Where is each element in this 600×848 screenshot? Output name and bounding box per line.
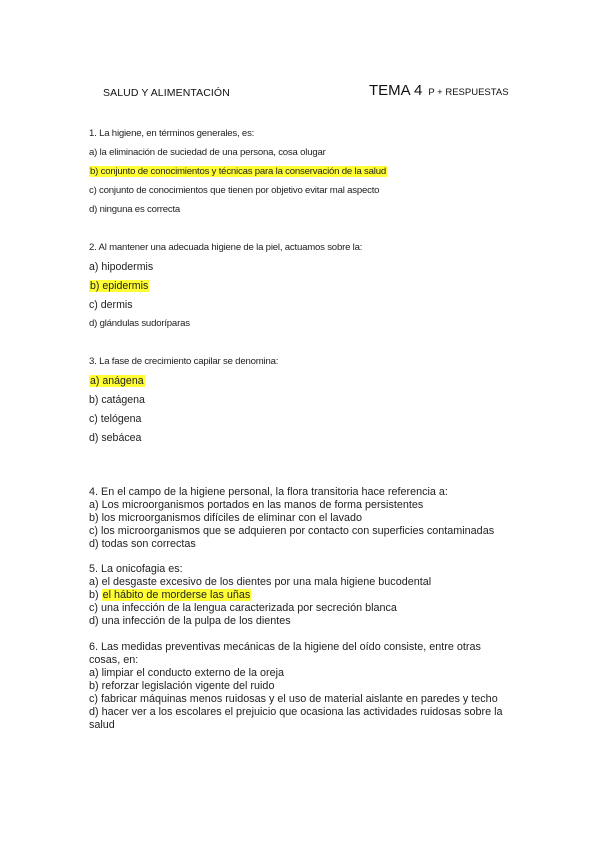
q5-option-d: d) una infección de la pulpa de los dientes: [89, 615, 291, 627]
topic-tag: P + RESPUESTAS: [428, 87, 509, 98]
q5-option-b: [89, 589, 251, 601]
q2-answer-highlight: b) epidermis: [90, 280, 149, 292]
q6-option-b: b) reforzar legislación vigente del ruido: [89, 680, 275, 692]
q1-option-a: a) la eliminación de suciedad de una persona, cosa olugar: [89, 147, 326, 158]
q2-option-b: [89, 280, 149, 292]
q3-option-c: c) telógena: [89, 413, 142, 425]
q5-option-a: a) el desgaste excesivo de los dientes por una mala higiene bucodental: [89, 576, 432, 588]
question-4: 4. En el campo de la higiene personal, la flora transitoria hace referencia a:: [89, 486, 448, 498]
q4-option-a: a) Los microorganismos portados en las manos de forma persistentes: [89, 499, 424, 511]
question-2: 2. Al mantener una adecuada higiene de la piel, actuamos sobre la:: [89, 242, 363, 253]
q3-answer-highlight: a) anágena: [90, 375, 144, 387]
q2-option-d: d) glándulas sudoríparas: [89, 318, 190, 329]
q6-option-d: d) hacer ver a los escolares el prejuicio que ocasiona las actividades ruidosas sobre la: [89, 706, 503, 718]
question-1: 1. La higiene, en términos generales, es:: [89, 128, 255, 139]
q5-option-c: c) una infección de la lengua caracterizada por secreción blanca: [89, 602, 397, 614]
q4-option-c: c) los microorganismos que se adquieren por contacto con superficies contaminadas: [89, 525, 495, 537]
q1-option-c: c) conjunto de conocimientos que tienen por objetivo evitar mal aspecto: [89, 185, 380, 196]
q1-answer-highlight: b) conjunto de conocimientos y técnicas para la conservación de la salud: [90, 166, 386, 177]
q3-option-d: d) sebácea: [89, 432, 142, 444]
q6-option-a: a) limpiar el conducto externo de la oreja: [89, 667, 285, 679]
q3-option-a: [89, 375, 145, 387]
q1-option-d: d) ninguna es correcta: [89, 204, 181, 215]
question-6: 6. Las medidas preventivas mecánicas de la higiene del oído consiste, entre otras: [89, 641, 481, 653]
subject-title: SALUD Y ALIMENTACIÓN: [103, 87, 230, 99]
q2-option-c: c) dermis: [89, 299, 133, 311]
q5-answer-highlight: el hábito de morderse las uñas: [102, 589, 251, 601]
q6-option-d-continued: salud: [89, 719, 115, 731]
question-6-continued: cosas, en:: [89, 654, 139, 666]
q4-option-d: d) todas son correctas: [89, 538, 196, 550]
topic-header: [369, 82, 509, 100]
topic-number: TEMA 4: [369, 82, 423, 99]
q5-option-b-prefix: b): [89, 589, 102, 601]
question-5: 5. La onicofagia es:: [89, 563, 183, 575]
q3-option-b: b) catágena: [89, 394, 145, 406]
q1-option-b: [89, 166, 387, 177]
q4-option-b: b) los microorganismos difíciles de eliminar con el lavado: [89, 512, 363, 524]
question-3: 3. La fase de crecimiento capilar se denomina:: [89, 356, 279, 367]
q2-option-a: a) hipodermis: [89, 261, 154, 273]
q6-option-c: c) fabricar máquinas menos ruidosas y el uso de material aislante en paredes y techo: [89, 693, 498, 705]
